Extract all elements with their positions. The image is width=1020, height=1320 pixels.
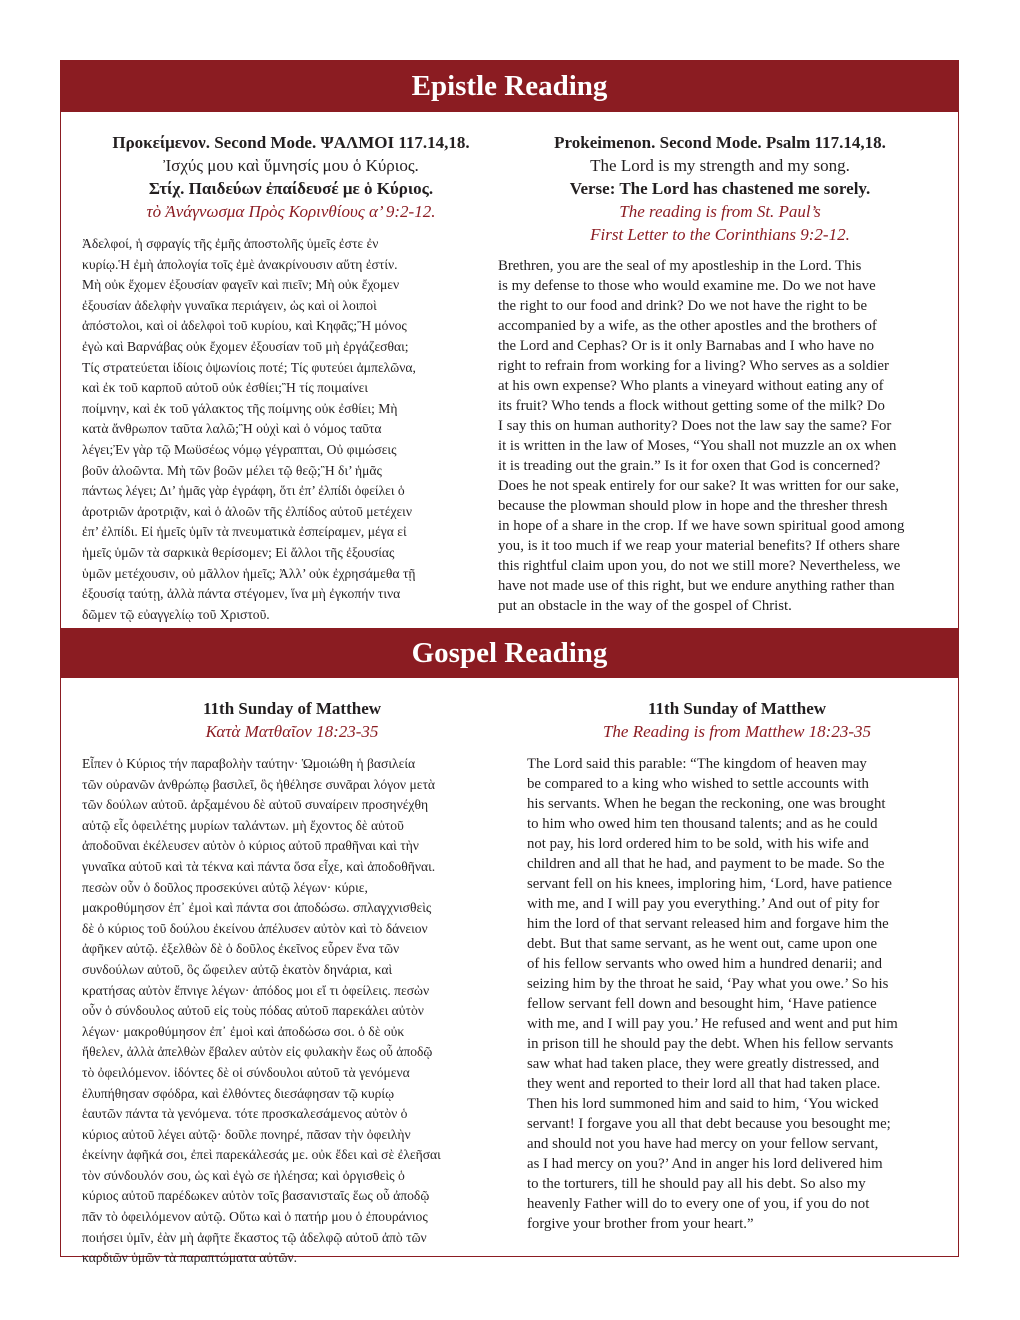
gospel-english-sunday: 11th Sunday of Matthew bbox=[647, 699, 827, 718]
epistle-english-heading bbox=[498, 131, 942, 246]
epistle-banner: Epistle Reading bbox=[60, 60, 959, 112]
epistle-greek-column bbox=[82, 131, 500, 625]
greek-stichos: Στίχ. Παιδεύων ἐπαίδευσέ με ὁ Κύριος. bbox=[148, 179, 434, 198]
english-reading-citation-1: The reading is from St. Paul’s bbox=[619, 202, 821, 221]
gospel-greek-heading bbox=[82, 697, 502, 743]
gospel-english-column bbox=[527, 697, 947, 1234]
english-verse: Verse: The Lord has chastened me sorely. bbox=[569, 179, 871, 198]
english-psalm-verse: The Lord is my strength and my song. bbox=[590, 156, 850, 175]
greek-prokeimenon: Προκείμενον. Second Mode. ΨΑΛΜΟΙ 117.14,18. bbox=[112, 133, 470, 152]
epistle-english-column bbox=[498, 131, 942, 616]
english-prokeimenon: Prokeimenon. Second Mode. Psalm 117.14,18. bbox=[554, 133, 886, 152]
english-reading-citation-2: First Letter to the Corinthians 9:2-12. bbox=[590, 225, 850, 244]
epistle-greek-text: Ἀδελφοί, ἡ σφραγίς τῆς ἐμῆς ἀποστολῆς ὑμεῖς ἐστε ἐν κυρίῳ.Ἡ ἐμὴ ἀπολογία τοῖς ἐμὲ ἀνακρίνουσιν αὕτη ἐστίν. Μὴ οὐκ ἔχομεν ἐξουσίαν φαγεῖν καὶ πιεῖν; Μὴ οὐκ ἔχομεν ἐξουσίαν ἀδελφὴν γυναῖκα περιάγειν, ὡς καὶ οἱ λοιποὶ ἀπόστολοι, καὶ οἱ ἀδελφοὶ τοῦ κυρίου, καὶ Κηφᾶς;Ἢ μόνος ἐγὼ καὶ Βαρνάβας οὐκ ἔχομεν ἐξουσίαν τοῦ μὴ ἐργάζεσθαι; Τίς στρατεύεται ἰδίοις ὀψωνίοις ποτέ; Τίς φυτεύει ἀμπελῶνα, καὶ ἐκ τοῦ καρποῦ αὐτοῦ οὐκ ἐσθίει;Ἢ τίς ποιμαίνει ποίμνην, καὶ ἐκ τοῦ γάλακτος τῆς ποίμνης οὐκ ἐσθίει; Μὴ κατὰ ἄνθρωπον ταῦτα λαλῶ;Ἢ οὐχὶ καὶ ὁ νόμος ταῦτα λέγει;Ἐν γὰρ τῷ Μωϋσέως νόμῳ γέγραπται, Οὐ φιμώσεις βοῦν ἀλοῶντα. Μὴ τῶν βοῶν μέλει τῷ θεῷ;Ἢ δι’ ἡμᾶς πάντως λέγει; Δι’ ἡμᾶς γὰρ ἐγράφη, ὅτι ἐπ’ ἐλπίδι ὀφείλει ὁ ἀροτριῶν ἀροτριᾷν, καὶ ὁ ἀλοῶν τῆς ἐλπίδος αὐτοῦ μετέχειν ἐπ’ ἐλπίδι. Εἰ ἡμεῖς ὑμῖν τὰ πνευματικὰ ἐσπείραμεν, μέγα εἰ ἡμεῖς ὑμῶν τὰ σαρκικὰ θερίσομεν; Εἰ ἄλλοι τῆς ἐξουσίας ὑμῶν μετέχουσιν, οὐ μᾶλλον ἡμεῖς; Ἀλλ’ οὐκ ἐχρησάμεθα τῇ ἐξουσίᾳ ταύτῃ, ἀλλὰ πάντα στέγομεν, ἵνα μὴ ἐγκοπήν τινα δῶμεν τῷ εὐαγγελίῳ τοῦ Χριστοῦ. bbox=[82, 236, 416, 622]
gospel-greek-citation: Κατὰ Ματθαῖον 18:23-35 bbox=[205, 722, 379, 741]
gospel-greek-column bbox=[82, 697, 502, 1269]
gospel-english-citation: The Reading is from Matthew 18:23-35 bbox=[602, 722, 872, 741]
gospel-banner: Gospel Reading bbox=[60, 628, 959, 678]
greek-psalm-verse: Ἰσχύς μου καὶ ὕμνησίς μου ὁ Κύριος. bbox=[163, 156, 419, 175]
gospel-english-text: The Lord said this parable: “The kingdom of heaven may be compared to a king who wished to settle accounts with his servants. When he began the reckoning, one was brought to him who owed him ten thousand talents; and as he could not pay, his lord ordered him to be sold, with his wife and children and all that he had, and payment to be made. So the servant fell on his knees, imploring him, ‘Lord, have patience with me, and I will pay you everything.’ And out of pity for him the lord of that servant released him and forgave him the debt. But that same servant, as he went out, came upon one of his fellow servants who owed him a hundred denarii; and seizing him by the throat he said, ‘Pay what you owe.’ So his fellow servant fell down and besought him, ‘Have patience with me, and I will pay you.’ He refused and went and put him in prison till he should pay the debt. When his fellow servants saw what had taken place, they were greatly distressed, and they went and reported to their lord all that had taken place. Then his lord summoned him and said to him, ‘You wicked servant! I forgave you all that debt because you besought me; and should not you have had mercy on your fellow servant, as I had mercy on you?’ And in anger his lord delivered him to the torturers, till he should pay all his debt. So also my heavenly Father will do to every one of you, if you do not forgive your brother from your heart.” bbox=[527, 756, 898, 1232]
gospel-greek-text: Εἶπεν ὁ Κύριος τήν παραβολὴν ταύτην· Ὡμοιώθη ἡ βασιλεία τῶν οὐρανῶν ἀνθρώπῳ βασιλεῖ, ὃς ἠθέλησε συνᾶραι λόγον μετὰ τῶν δούλων αὐτοῦ. ἀρξαμένου δὲ αὐτοῦ συναίρειν προσηνέχθη αὐτῷ εἷς ὀφειλέτης μυρίων ταλάντων. μὴ ἔχοντος δὲ αὐτοῦ ἀποδοῦναι ἐκέλευσεν αὐτὸν ὁ κύριος αὐτοῦ πραθῆναι καὶ τὴν γυναῖκα αὐτοῦ καὶ τὰ τέκνα καὶ πάντα ὅσα εἶχε, καὶ ἀποδοθῆναι. πεσὼν οὖν ὁ δοῦλος προσεκύνει αὐτῷ λέγων· κύριε, μακροθύμησον ἐπ᾿ ἐμοὶ καὶ πάντα σοι ἀποδώσω. σπλαγχνισθεὶς δὲ ὁ κύριος τοῦ δούλου ἐκείνου ἀπέλυσεν αὐτὸν καὶ τὸ δάνειον ἀφῆκεν αὐτῷ. ἐξελθὼν δὲ ὁ δοῦλος ἐκεῖνος εὗρεν ἕνα τῶν συνδούλων αὐτοῦ, ὃς ὤφειλεν αὐτῷ ἑκατὸν δηνάρια, καὶ κρατήσας αὐτὸν ἔπνιγε λέγων· ἀπόδος μοι εἴ τι ὀφείλεις. πεσὼν οὖν ὁ σύνδουλος αὐτοῦ εἰς τοὺς πόδας αὐτοῦ παρεκάλει αὐτὸν λέγων· μακροθύμησον ἐπ᾿ ἐμοὶ καὶ ἀποδώσω σοι. ὁ δὲ οὐκ ἤθελεν, ἀλλὰ ἀπελθὼν ἔβαλεν αὐτὸν εἰς φυλακὴν ἕως οὗ ἀποδῷ τὸ ὀφειλόμενον. ἰδόντες δὲ οἱ σύνδουλοι αὐτοῦ τὰ γενόμενα ἐλυπήθησαν σφόδρα, καὶ ἐλθόντες διεσάφησαν τῷ κυρίῳ ἑαυτῶν πάντα τὰ γενόμενα. τότε προσκαλεσάμενος αὐτὸν ὁ κύριος αὐτοῦ λέγει αὐτῷ· δοῦλε πονηρέ, πᾶσαν τὴν ὀφειλὴν ἐκείνην ἀφῆκά σοι, ἐπεὶ παρεκάλεσάς με. οὐκ ἔδει καὶ σὲ ἐλεῆσαι τὸν σύνδουλόν σου, ὡς καὶ ἐγὼ σε ἠλέησα; καὶ ὀργισθεὶς ὁ κύριος αὐτοῦ παρέδωκεν αὐτὸν τοῖς βασανισταῖς ἕως οὗ ἀποδῷ πᾶν τὸ ὀφειλόμενον αὐτῷ. Οὕτω καὶ ὁ πατήρ μου ὁ ἐπουράνιος ποιήσει ὑμῖν, ἐὰν μὴ ἀφῆτε ἕκαστος τῷ ἀδελφῷ αὐτοῦ ἀπὸ τῶν καρδιῶν ὑμῶν τὰ παραπτώματα αὐτῶν. bbox=[82, 756, 441, 1266]
gospel-english-heading bbox=[527, 697, 947, 743]
epistle-greek-heading bbox=[82, 131, 500, 223]
gospel-greek-sunday: 11th Sunday of Matthew bbox=[202, 699, 382, 718]
epistle-english-text: Brethren, you are the seal of my apostleship in the Lord. This is my defense to those who would examine me. Do we not have the right to our food and drink? Do we not have the right to be accompanied by a wife, as the other apostles and the brothers of the Lord and Cephas? Or is it only Barnabas and I who have no right to refrain from working for a living? Who serves as a soldier at his own expense? Who plants a vineyard without eating any of its fruit? Who tends a flock without getting some of the milk? Do I say this on human authority? Does not the law say the same? For it is written in the law of Moses, “You shall not muzzle an ox when it is treading out the grain.” Is it for oxen that God is concerned? Does he not speak entirely for our sake? It was written for our sake, because the plowman should plow in hope and the thresher thresh in hope of a share in the crop. If we have sown spiritual good among you, is it too much if we reap your material benefits? If others share this rightful claim upon you, do not we still more? Nevertheless, we have not made use of this right, but we endure anything rather than put an obstacle in the way of the gospel of Christ. bbox=[498, 258, 905, 614]
greek-reading-citation: τὸ Ἀνάγνωσμα Πρὸς Κορινθίους α’ 9:2-12. bbox=[146, 202, 436, 221]
